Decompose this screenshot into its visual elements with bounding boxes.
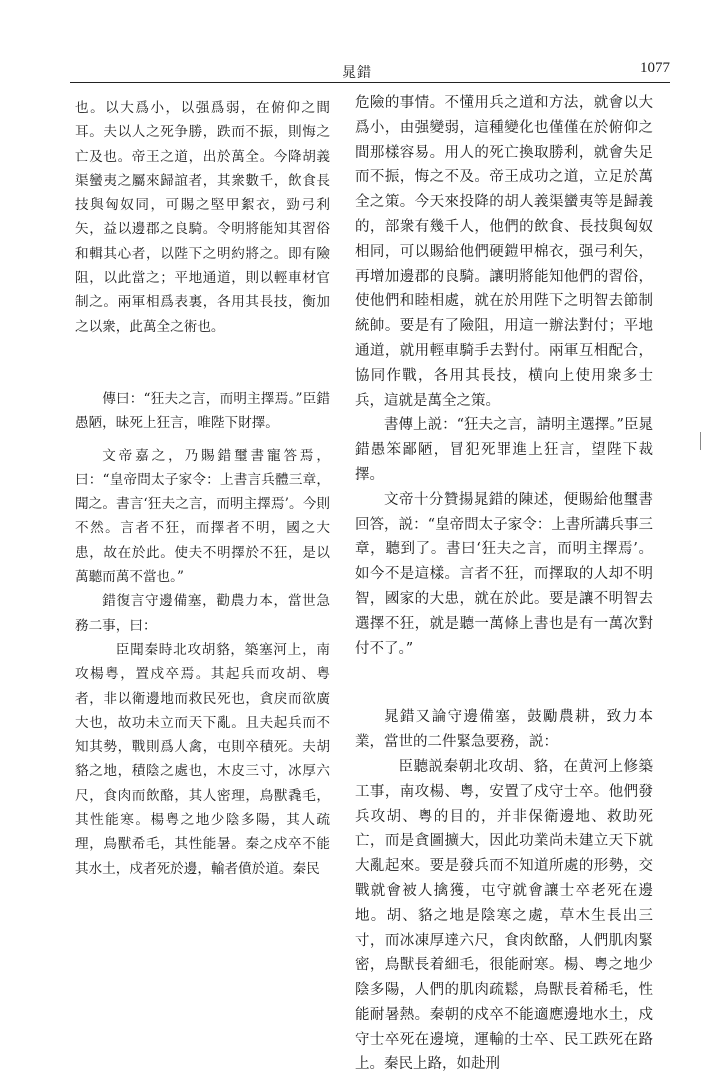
running-title: 晁錯 xyxy=(342,65,372,81)
right-paragraph: 文帝十分贊揚晁錯的陳述，便賜給他璽書回答，説：“皇帝問太子家令：上書所講兵事三章，聽到了。書曰‘狂夫之言，而明主擇焉’。如今不是這樣。言者不狂，而擇取的人却不明智，國家的大患，就在於此。要是讓不明智去選擇不狂，就是聽一萬條上書也是有一萬次對付不了。” xyxy=(355,491,653,657)
right-paragraph: 危險的事情。不懂用兵之道和方法，就會以大爲小，由强變弱，這種變化也僅僅在於俯仰之間那樣容易。用人的死亡換取勝利，就會失足而不振，悔之不及。帝王成功之道，立足於萬全之策。今天來投降的胡人義渠蠻夷等是歸義的，部衆有幾千人，他們的飲食、長技與匈奴相同，可以賜給他們硬鎧甲棉衣，强弓利矢，再增加邊郡的良騎。讓明將能知他們的習俗，使他們和睦相處，就在於用陛下之明智去節制統帥。要是有了險阻，用這一辦法對付；平地通道，就用輕車騎手去對付。兩軍互相配合，協同作戰，各用其長技，横向上使用衆多士兵，這就是萬全之策。 xyxy=(355,95,653,409)
page-number: 1077 xyxy=(640,60,670,76)
left-paragraph: 臣聞秦時北攻胡貉，築塞河上，南攻楊粤，置戍卒焉。其起兵而攻胡、粤者，非以衛邊地而救民死也，貪戾而欲廣大也，故功未立而天下亂。且夫起兵而不知其勢，戰則爲人禽，屯則卒積死。夫胡貉之地，積陰之處也，木皮三寸，冰厚六尺，食肉而飲酪，其人密理，鳥獸毳毛，其性能寒。楊粤之地少陰多陽，其人疏理，鳥獸希毛，其性能暑。秦之戍卒不能其水土，戍者死於邊，輸者僨於道。秦民 xyxy=(75,641,330,877)
right-paragraph: 晁錯又論守邊備塞，鼓勵農耕，致力本業，當世的二件緊急要務，説： xyxy=(355,709,653,751)
translation-column xyxy=(355,91,653,1077)
original-text-column xyxy=(75,96,330,881)
left-paragraph: 傳曰：“狂夫之言，而明主擇焉。”臣錯愚陋，昧死上狂言，唯陛下財擇。 xyxy=(75,390,330,432)
right-paragraph: 書傳上説：“狂夫之言，請明主選擇。”臣晁錯愚笨鄙陋，冒犯死罪進上狂言，望陛下裁擇。 xyxy=(355,417,653,483)
margin-mark xyxy=(700,432,705,450)
left-paragraph: 錯復言守邊備塞，勸農力本，當世急務二事，曰： xyxy=(75,593,330,634)
page-header xyxy=(70,58,670,84)
left-paragraph: 文帝嘉之，乃賜錯璽書寵答焉，曰：“皇帝問太子家令：上書言兵體三章，聞之。書言‘狂夫之言，而明主擇焉’。今則不然。言者不狂，而擇者不明，國之大患，故在於此。使夫不明擇於不狂，是以萬聽而萬不當也。” xyxy=(75,447,330,586)
left-paragraph: 也。以大爲小，以强爲弱，在俯仰之間耳。夫以人之死争勝，跌而不振，則悔之亡及也。帝王之道，出於萬全。今降胡義渠蠻夷之屬來歸誼者，其衆數千，飲食長技與匈奴同，可賜之堅甲絮衣，勁弓利矢，益以邊郡之良騎。令明將能知其習俗和輯其心者，以陛下之明約將之。即有險阻，以此當之；平地通道，則以輕車材官制之。兩軍相爲表裏，各用其長技，衡加之以衆，此萬全之術也。 xyxy=(75,100,330,335)
right-paragraph: 臣聽説秦朝北攻胡、貉，在黄河上修築工事，南攻楊、粤，安置了戍守士卒。他們發兵攻胡、粤的目的，并非保衛邊地、救助死亡，而是貪圖擴大，因此功業尚未建立天下就大亂起來。要是發兵而不知道所處的形勢，交戰就會被人擒獲，屯守就會讓士卒老死在邊地。胡、貉之地是陰寒之處，草木生長出三寸，而冰凍厚達六尺，食肉飲酪，人們肌肉緊密，鳥獸長着細毛，很能耐寒。楊、粤之地少陰多陽，人們的肌肉疏鬆，鳥獸長着稀毛，性能耐暑熱。秦朝的戍卒不能適應邊地水土，戍守士卒死在邊境，運輸的士卒、民工跌死在路上。秦民上路，如赴刑 xyxy=(355,758,653,1073)
header-rule xyxy=(70,82,670,83)
